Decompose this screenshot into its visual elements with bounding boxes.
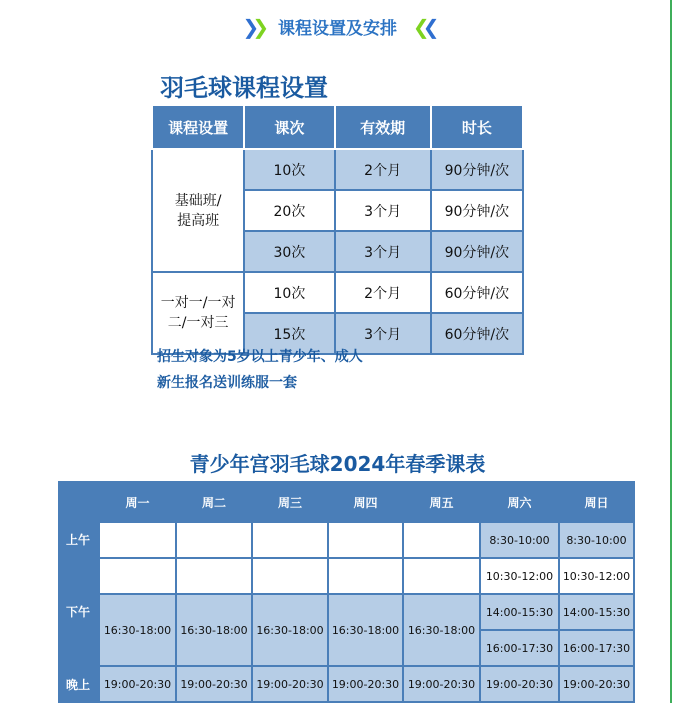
time-slot: 16:00-17:30 bbox=[480, 630, 559, 666]
time-slot: 19:00-20:30 bbox=[480, 666, 559, 702]
table-row bbox=[152, 149, 523, 190]
period-label: 下午 bbox=[59, 594, 99, 666]
time-slot: 16:30-18:00 bbox=[403, 594, 480, 666]
sessions-cell: 30次 bbox=[244, 231, 334, 272]
table-row bbox=[59, 594, 634, 630]
group-name bbox=[152, 272, 244, 354]
right-border-line bbox=[670, 0, 672, 703]
section-header bbox=[0, 14, 675, 39]
time-slot: 14:00-15:30 bbox=[559, 594, 634, 630]
enrollment-note: 招生对象为5岁以上青少年、成人 bbox=[157, 349, 363, 365]
time-slot: 19:00-20:30 bbox=[252, 666, 328, 702]
empty-slot bbox=[403, 558, 480, 594]
table-row bbox=[59, 522, 634, 558]
time-slot: 8:30-10:00 bbox=[480, 522, 559, 558]
duration-cell: 90分钟/次 bbox=[431, 149, 523, 190]
period-label: 上午 bbox=[59, 522, 99, 594]
table-row bbox=[59, 558, 634, 594]
day-header: 周二 bbox=[176, 482, 252, 522]
validity-cell: 2个月 bbox=[335, 149, 431, 190]
validity-cell: 2个月 bbox=[335, 272, 431, 313]
col-header: 课程设置 bbox=[152, 105, 244, 149]
empty-slot bbox=[403, 522, 480, 558]
time-slot: 8:30-10:00 bbox=[559, 522, 634, 558]
empty-slot bbox=[252, 522, 328, 558]
schedule-table bbox=[58, 481, 635, 703]
col-header: 有效期 bbox=[335, 105, 431, 149]
section-header-title: 课程设置及安排 bbox=[278, 19, 397, 39]
duration-cell: 90分钟/次 bbox=[431, 231, 523, 272]
table-row bbox=[152, 272, 523, 313]
group-name-line: 二/一对三 bbox=[167, 315, 229, 331]
time-slot: 16:30-18:00 bbox=[328, 594, 403, 666]
chevron-left-icon: ❮❮ bbox=[412, 15, 433, 39]
group-name-line: 一对一/一对 bbox=[160, 295, 236, 311]
empty-slot bbox=[252, 558, 328, 594]
day-header: 周四 bbox=[328, 482, 403, 522]
col-header: 课次 bbox=[244, 105, 334, 149]
time-slot: 16:00-17:30 bbox=[559, 630, 634, 666]
time-slot: 19:00-20:30 bbox=[99, 666, 176, 702]
empty-slot bbox=[328, 558, 403, 594]
empty-slot bbox=[99, 558, 176, 594]
group-name-line: 基础班/ bbox=[174, 192, 222, 209]
time-slot: 19:00-20:30 bbox=[559, 666, 634, 702]
time-slot: 16:30-18:00 bbox=[252, 594, 328, 666]
day-header: 周六 bbox=[480, 482, 559, 522]
day-header: 周三 bbox=[252, 482, 328, 522]
course-title: 羽毛球课程设置 bbox=[160, 74, 328, 102]
time-slot: 19:00-20:30 bbox=[328, 666, 403, 702]
col-header: 时长 bbox=[431, 105, 523, 149]
course-table-header bbox=[152, 105, 523, 149]
empty-slot bbox=[328, 522, 403, 558]
day-header: 周五 bbox=[403, 482, 480, 522]
validity-cell: 3个月 bbox=[335, 313, 431, 354]
schedule-header-row bbox=[59, 482, 634, 522]
group-name-line: 提高班 bbox=[177, 212, 220, 229]
validity-cell: 3个月 bbox=[335, 231, 431, 272]
gift-note: 新生报名送训练服一套 bbox=[157, 375, 297, 391]
period-label: 晚上 bbox=[59, 666, 99, 702]
sessions-cell: 15次 bbox=[244, 313, 334, 354]
empty-slot bbox=[99, 522, 176, 558]
corner-cell bbox=[59, 482, 99, 522]
day-header: 周日 bbox=[559, 482, 634, 522]
group-name bbox=[152, 149, 244, 272]
sessions-cell: 10次 bbox=[244, 149, 334, 190]
chevron-right-icon: ❯❯ bbox=[242, 15, 263, 39]
course-table bbox=[151, 104, 524, 355]
empty-slot bbox=[176, 558, 252, 594]
sessions-cell: 20次 bbox=[244, 190, 334, 231]
time-slot: 10:30-12:00 bbox=[559, 558, 634, 594]
day-header: 周一 bbox=[99, 482, 176, 522]
duration-cell: 60分钟/次 bbox=[431, 313, 523, 354]
time-slot: 14:00-15:30 bbox=[480, 594, 559, 630]
table-row bbox=[59, 666, 634, 702]
time-slot: 16:30-18:00 bbox=[176, 594, 252, 666]
empty-slot bbox=[176, 522, 252, 558]
time-slot: 19:00-20:30 bbox=[403, 666, 480, 702]
duration-cell: 90分钟/次 bbox=[431, 190, 523, 231]
schedule-title: 青少年宫羽毛球2024年春季课表 bbox=[189, 452, 486, 476]
time-slot: 16:30-18:00 bbox=[99, 594, 176, 666]
time-slot: 10:30-12:00 bbox=[480, 558, 559, 594]
validity-cell: 3个月 bbox=[335, 190, 431, 231]
duration-cell: 60分钟/次 bbox=[431, 272, 523, 313]
time-slot: 19:00-20:30 bbox=[176, 666, 252, 702]
sessions-cell: 10次 bbox=[244, 272, 334, 313]
